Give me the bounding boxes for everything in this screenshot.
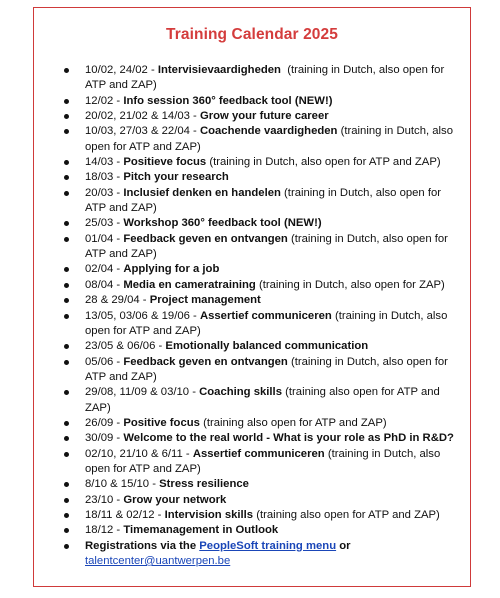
training-dates: 02/10, 21/10 & 6/11 — [85, 447, 183, 460]
list-item — [85, 262, 464, 277]
dates-separator: - — [189, 110, 200, 123]
dates-separator: - — [189, 386, 200, 399]
training-note: (training in Dutch, also open for ATP and ZAP) — [85, 232, 448, 261]
dates-separator: - — [113, 355, 124, 368]
training-dates: 29/08, 11/09 & 03/10 — [85, 386, 190, 399]
training-name: Inclusief denken en handelen — [123, 186, 281, 199]
calendar-frame — [33, 7, 471, 587]
dates-separator: - — [154, 508, 165, 521]
training-dates: 20/03 — [85, 186, 114, 199]
training-name: Coachende vaardigheden — [199, 125, 338, 138]
training-dates: 10/03, 27/03 & 22/04 — [85, 125, 190, 138]
training-name: Timemanagement in Outlook — [123, 524, 279, 537]
list-item — [85, 232, 464, 263]
training-dates: 23/10 — [85, 493, 114, 506]
list-item — [85, 523, 464, 538]
training-name: Welcome to the real world - What is your role as PhD in R&D? — [123, 432, 454, 445]
training-note: (training in Dutch, also open for ATP and ZAP) — [209, 156, 441, 169]
training-dates: 18/12 — [85, 524, 114, 537]
training-note: (training in Dutch, also open for ATP and ZAP) — [85, 186, 442, 215]
dates-separator: - — [113, 416, 124, 429]
training-dates: 18/03 — [85, 171, 114, 184]
dates-separator: - — [113, 156, 124, 169]
training-dates: 25/03 — [85, 217, 114, 230]
training-note: (training also open for ATP and ZAP) — [203, 416, 387, 429]
list-item — [85, 109, 464, 124]
dates-separator: - — [149, 478, 160, 491]
training-dates: 8/10 & 15/10 — [85, 478, 150, 491]
dates-separator: - — [113, 524, 124, 537]
dates-separator: - — [189, 125, 200, 138]
list-item — [85, 216, 464, 231]
email-link[interactable]: talentcenter@uantwerpen.be — [85, 555, 231, 567]
training-dates: 23/05 & 06/06 — [85, 340, 156, 353]
training-name: Grow your network — [123, 493, 227, 506]
training-name: Stress resilience — [159, 478, 249, 491]
training-name: Project management — [149, 294, 261, 307]
training-name: Assertief communiceren — [199, 309, 332, 322]
training-list — [34, 63, 464, 569]
training-name: Emotionally balanced communication — [165, 340, 369, 353]
list-item — [85, 477, 464, 492]
dates-separator: - — [139, 294, 150, 307]
dates-separator: - — [155, 340, 166, 353]
list-item — [85, 278, 464, 293]
training-name: Pitch your research — [123, 171, 229, 184]
list-item — [85, 431, 464, 446]
training-name: Info session 360° feedback tool (NEW!) — [123, 94, 333, 107]
list-item — [85, 447, 464, 478]
training-name: Intervisievaardigheden — [157, 64, 281, 76]
training-note: (training also open for ATP and ZAP) — [256, 508, 440, 521]
dates-separator: - — [113, 232, 124, 245]
training-dates: 14/03 — [85, 156, 114, 169]
training-dates: 18/11 & 02/12 — [85, 508, 155, 521]
training-dates: 20/02, 21/02 & 14/03 — [85, 110, 190, 123]
training-name: Workshop 360° feedback tool (NEW!) — [123, 217, 322, 230]
training-name: Positive focus — [123, 416, 200, 429]
list-item — [85, 94, 464, 109]
training-note: (training in Dutch, also open for ZAP) — [258, 278, 445, 291]
list-item — [85, 124, 464, 155]
dates-separator: - — [182, 447, 193, 460]
registration-middle: or — [336, 539, 351, 552]
training-note: (training in Dutch, also open for ATP and ZAP) — [85, 64, 445, 92]
list-item — [85, 63, 464, 94]
training-dates: 08/04 — [85, 278, 114, 291]
training-dates: 12/02 — [85, 94, 114, 107]
training-name: Media en cameratraining — [123, 278, 256, 291]
list-item — [85, 293, 464, 308]
dates-separator: - — [113, 217, 124, 230]
list-item — [85, 385, 464, 416]
training-dates: 30/09 — [85, 432, 114, 445]
training-dates: 02/04 — [85, 263, 114, 276]
training-name: Assertief communiceren — [192, 447, 325, 460]
training-dates: 26/09 — [85, 416, 114, 429]
list-item — [85, 355, 464, 386]
dates-separator: - — [113, 263, 124, 276]
training-name: Feedback geven en ontvangen — [123, 232, 288, 245]
training-note: (training in Dutch, also open for ATP and ZAP) — [85, 125, 453, 153]
list-item — [85, 416, 464, 431]
list-item — [85, 508, 464, 523]
training-dates: 13/05, 03/06 & 19/06 — [85, 309, 190, 322]
training-dates: 01/04 — [85, 232, 114, 245]
dates-separator: - — [147, 64, 158, 76]
training-name: Applying for a job — [123, 263, 220, 276]
training-name: Coaching skills — [199, 386, 282, 399]
training-dates: 05/06 — [85, 355, 114, 368]
training-note: (training in Dutch, also open for ATP and ZAP) — [85, 309, 448, 337]
dates-separator: - — [113, 493, 124, 506]
dates-separator: - — [113, 432, 124, 445]
training-name: Grow your future career — [199, 110, 329, 123]
registration-prefix: Registrations via the — [85, 539, 200, 552]
list-item — [85, 493, 464, 508]
registration-item — [85, 539, 464, 570]
list-item — [85, 155, 464, 170]
dates-separator: - — [113, 171, 124, 184]
training-dates: 10/02, 24/02 — [85, 64, 148, 76]
training-name: Intervision skills — [164, 508, 254, 521]
training-name: Feedback geven en ontvangen — [123, 355, 288, 368]
dates-separator: - — [189, 309, 200, 322]
dates-separator: - — [113, 186, 124, 199]
training-note: (training also open for ATP and ZAP) — [85, 386, 440, 414]
page-title: Training Calendar 2025 — [166, 26, 338, 43]
training-note: (training in Dutch, also open for ATP and ZAP) — [85, 355, 448, 383]
list-item — [85, 309, 464, 340]
training-dates: 28 & 29/04 — [85, 294, 140, 307]
list-item — [85, 339, 464, 354]
list-item — [85, 170, 464, 185]
dates-separator: - — [113, 94, 124, 107]
training-name: Positieve focus — [123, 156, 207, 169]
peoplesoft-link[interactable]: PeopleSoft training menu — [199, 539, 337, 552]
list-item — [85, 186, 464, 217]
dates-separator: - — [113, 278, 124, 291]
training-note: (training in Dutch, also open for ATP and ZAP) — [85, 447, 441, 475]
